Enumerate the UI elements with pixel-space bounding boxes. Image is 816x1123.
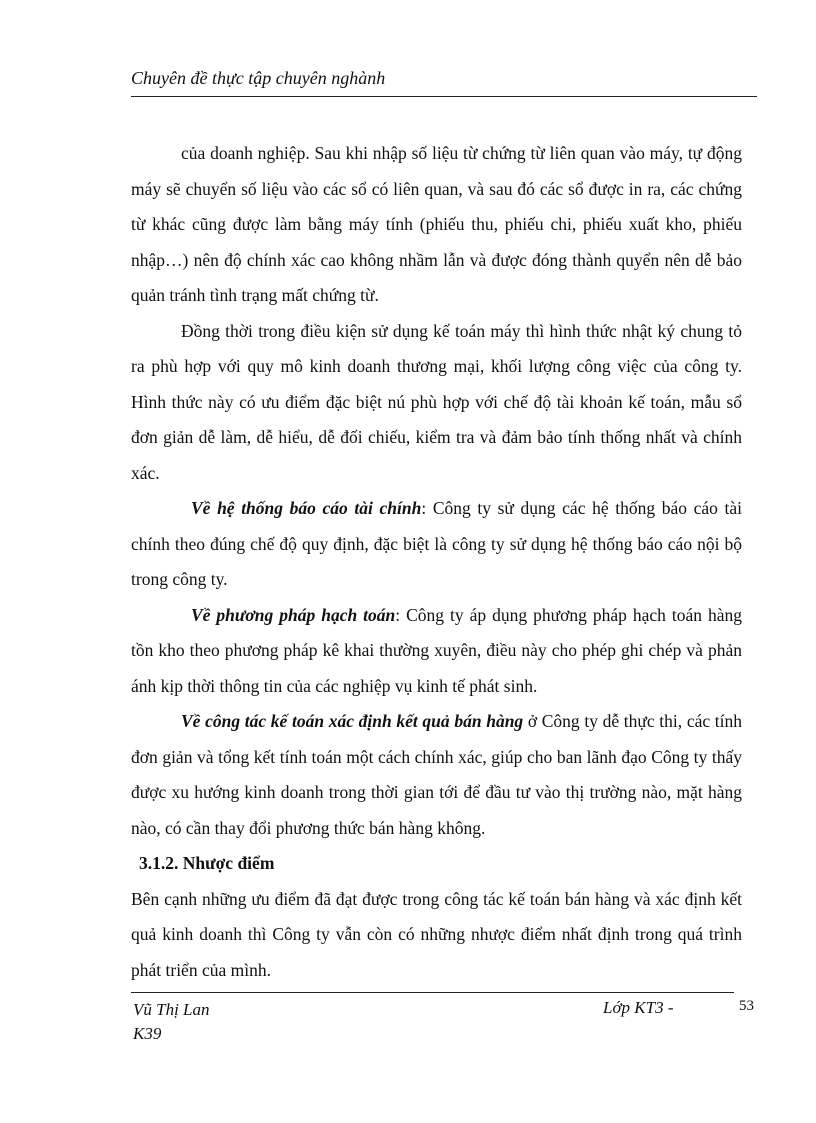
- paragraph-4: [131, 598, 742, 705]
- paragraph-3: [131, 491, 742, 598]
- header-title: Chuyên đề thực tập chuyên nghành: [131, 68, 386, 88]
- paragraph-5: [131, 704, 742, 846]
- page-body: [131, 136, 742, 988]
- page-header: [131, 66, 757, 97]
- paragraph-4-lead: Về phương pháp hạch toán: [191, 604, 396, 625]
- paragraph-3-lead: Về hệ thống báo cáo tài chính: [191, 498, 422, 518]
- paragraph-2: Đồng thời trong điều kiện sử dụng kế toán máy thì hình thức nhật ký chung tỏ ra phù hợp với quy mô kinh doanh thương mại, khối lượng công việc của công ty. Hình thức này có ưu điểm đặc biệt nú phù hợp với chế độ tài khoản kế toán, mẫu sổ đơn giản dễ làm, dễ hiểu, dễ đối chiếu, kiểm tra và đảm bảo tính thống nhất và chính xác.: [131, 320, 742, 483]
- section-heading: 3.1.2. Nhược điểm: [139, 853, 275, 873]
- paragraph-5-text: ở Công ty dễ thực thi, các tính đơn giản và tổng kết tính toán một cách chính xác, giúp cho ban lãnh đạo Công ty thấy được xu hướng kinh doanh trong thời gian tới để đầu tư vào thị trường nào, mặt hàng nào, có cần thay đổi phương thức bán hàng không.: [131, 711, 743, 838]
- paragraph-6: Bên cạnh những ưu điểm đã đạt được trong công tác kế toán bán hàng và xác định kết quả kinh doanh thì Công ty vẫn còn có những nhược điểm nhất định trong quá trình phát triển của mình.: [131, 888, 742, 980]
- paragraph-1: của doanh nghiệp. Sau khi nhập số liệu từ chứng từ liên quan vào máy, tự động máy sẽ chuyển số liệu vào các sổ có liên quan, và sau đó các sổ được in ra, các chứng từ khác cũng được làm bằng máy tính (phiếu thu, phiếu chi, phiếu xuất kho, phiếu nhập…) nên độ chính xác cao không nhầm lẫn và được đóng thành quyển nên dễ bảo quản tránh tình trạng mất chứng từ.: [131, 143, 742, 305]
- footer-author-name: Vũ Thị Lan: [133, 1000, 210, 1019]
- footer-divider: [131, 992, 734, 993]
- footer-author-cohort: K39: [133, 1024, 162, 1043]
- footer-author: [133, 998, 210, 1046]
- paragraph-5-lead: Về công tác kế toán xác định kết quả bán hàng: [181, 711, 524, 731]
- paragraph-4-text: : Công ty áp dụng phương pháp hạch toán hàng tồn kho theo phương pháp kê khai thường xuyên, điều này cho phép ghi chép và phản ánh kịp thời thông tin của các nghiệp vụ kinh tế phát sinh.: [131, 604, 742, 696]
- paragraph-3-text: : Công ty sử dụng các hệ thống báo cáo tài chính theo đúng chế độ quy định, đặc biệt là công ty sử dụng hệ thống báo cáo nội bộ trong công ty.: [131, 498, 743, 589]
- page-number: 53: [739, 998, 754, 1014]
- footer-class: Lớp KT3 -: [603, 998, 674, 1017]
